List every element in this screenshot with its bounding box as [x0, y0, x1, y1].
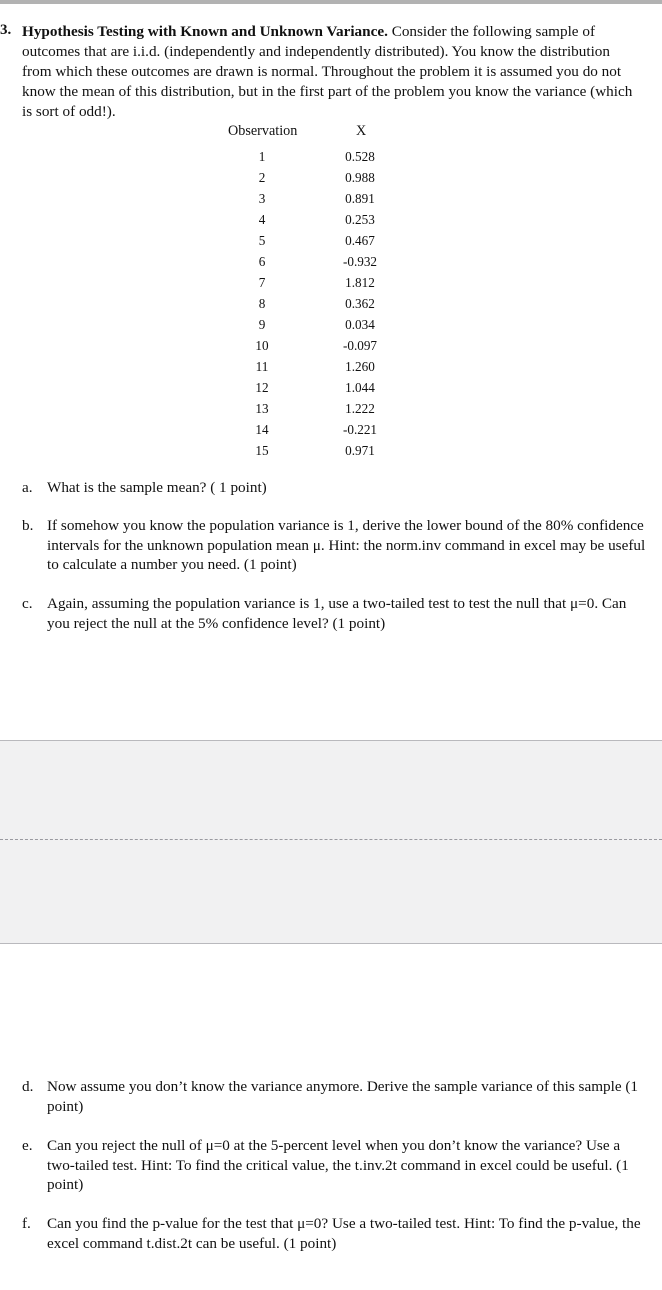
previous-text-cutoff — [0, 0, 662, 4]
part-c-label: c. — [22, 595, 33, 612]
observation-value: 0.467 — [345, 233, 375, 248]
part-c-text: Again, assuming the population variance is 1, use a two-tailed test to test the null that μ=0. Can you reject the null at the 5% confidence level? (1 point) — [47, 595, 627, 632]
observation-number: 14 — [255, 422, 269, 437]
observation-value: -0.221 — [342, 422, 378, 437]
table-row — [212, 296, 412, 317]
table-row — [212, 338, 412, 359]
observation-value: 0.971 — [345, 443, 375, 458]
table-row — [212, 422, 412, 443]
question-intro — [22, 22, 642, 122]
table-row — [212, 149, 412, 170]
table-row — [212, 443, 412, 464]
observation-number: 1 — [258, 149, 266, 164]
table-row — [212, 275, 412, 296]
observation-value: -0.097 — [342, 338, 378, 353]
observation-number: 9 — [258, 317, 266, 332]
observation-value: 0.034 — [345, 317, 375, 332]
observation-number: 12 — [255, 380, 269, 395]
observation-value: 1.812 — [345, 275, 375, 290]
part-f-label: f. — [22, 1215, 31, 1232]
table-row — [212, 401, 412, 422]
page-break-band — [0, 740, 662, 944]
observation-number: 11 — [255, 359, 269, 374]
part-f-text: Can you find the p-value for the test that μ=0? Use a two-tailed test. Hint: To find the p-value, the excel command t.dist.2t can be useful. (1 point) — [47, 1215, 641, 1252]
table-row — [212, 170, 412, 191]
observation-number: 15 — [255, 443, 269, 458]
observation-value: -0.932 — [342, 254, 378, 269]
table-row — [212, 317, 412, 338]
part-b-text: If somehow you know the population variance is 1, derive the lower bound of the 80% confidence intervals for the unknown population mean μ. Hint: the norm.inv command in excel may be useful to calculate a number you need. (1 point) — [47, 517, 646, 573]
observation-value: 1.222 — [345, 401, 375, 416]
part-d-text: Now assume you don’t know the variance anymore. Derive the sample variance of this sample (1 point) — [47, 1078, 639, 1115]
part-e-text: Can you reject the null of μ=0 at the 5-percent level when you don’t know the variance? Use a two-tailed test. Hint: To find the critical value, the t.inv.2t command in excel could be useful. (1 point) — [47, 1137, 629, 1193]
question-intro-text: Consider the following sample of outcomes that are i.i.d. (independently and independently distributed). You know the distribution from which these outcomes are drawn is normal. Throughout the problem it is assumed you do not know the mean of this distribution, but in the first part of the problem you know the variance (which is sort of odd!). — [22, 23, 633, 120]
question-number: 3. — [0, 22, 12, 38]
table-row — [212, 254, 412, 275]
observation-number: 10 — [255, 338, 269, 353]
observation-value: 1.044 — [345, 380, 375, 395]
table-row — [212, 380, 412, 401]
observation-number: 7 — [258, 275, 266, 290]
observation-number: 2 — [258, 170, 266, 185]
part-a-label: a. — [22, 479, 33, 496]
observation-value: 0.362 — [345, 296, 375, 311]
page-break-line — [0, 839, 662, 840]
table-row — [212, 233, 412, 254]
observation-value: 0.891 — [345, 191, 375, 206]
observation-value: 1.260 — [345, 359, 375, 374]
observation-number: 4 — [258, 212, 266, 227]
x-header: X — [356, 123, 367, 139]
table-row — [212, 212, 412, 233]
observation-number: 8 — [258, 296, 266, 311]
observation-number: 5 — [258, 233, 266, 248]
table-row — [212, 191, 412, 212]
question-title: Hypothesis Testing with Known and Unknown Variance. — [22, 23, 388, 40]
observation-header: Observation — [228, 123, 298, 139]
observation-value: 0.528 — [345, 149, 375, 164]
observation-value: 0.253 — [345, 212, 375, 227]
table-row — [212, 359, 412, 380]
observation-number: 3 — [258, 191, 266, 206]
observation-value: 0.988 — [345, 170, 375, 185]
observation-number: 6 — [258, 254, 266, 269]
part-a-text: What is the sample mean? ( 1 point) — [47, 479, 267, 496]
part-d-label: d. — [22, 1078, 34, 1095]
part-e-label: e. — [22, 1137, 33, 1154]
observation-number: 13 — [255, 401, 269, 416]
part-b-label: b. — [22, 517, 34, 534]
